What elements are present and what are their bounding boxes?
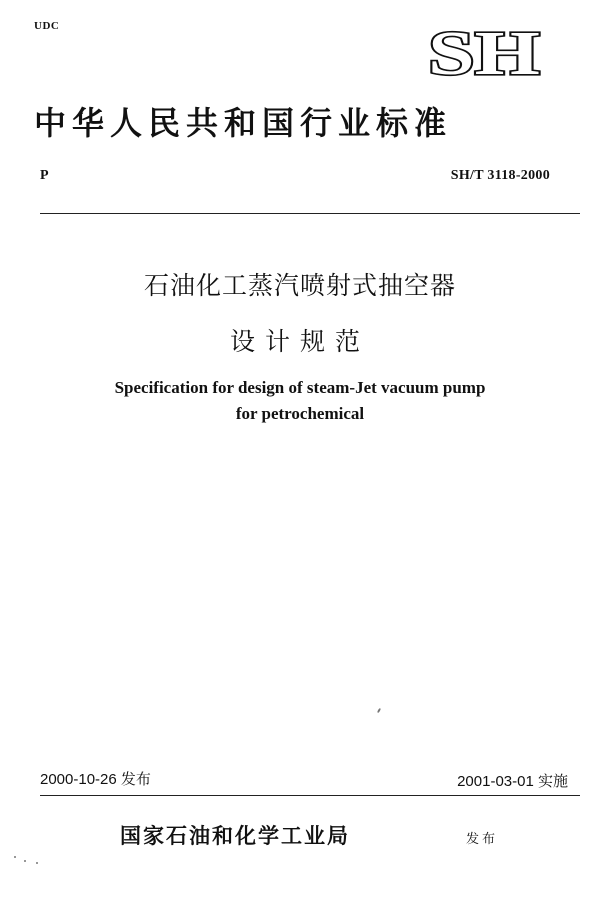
scan-speck bbox=[377, 708, 381, 713]
issuing-authority: 国家石油和化学工业局 bbox=[120, 824, 350, 848]
scan-speck bbox=[36, 862, 38, 864]
issuing-action-label: 发布 bbox=[466, 832, 499, 847]
implementation-date: 2001-03-01 实施 bbox=[457, 773, 568, 790]
header-divider bbox=[40, 213, 580, 214]
chinese-title-line-2: 设计规范 bbox=[229, 327, 370, 356]
udc-label: UDC bbox=[34, 20, 60, 32]
english-title-line-2: for petrochemical bbox=[235, 404, 365, 423]
chinese-title-line-1: 石油化工蒸汽喷射式抽空器 bbox=[143, 271, 456, 300]
classification-code: P bbox=[40, 168, 49, 183]
scan-speck bbox=[14, 856, 16, 858]
english-title-line-1: Specification for design of steam-Jet vacuum pump bbox=[114, 378, 486, 397]
standard-category-title: 中华人民共和国行业标准 bbox=[34, 104, 453, 142]
standard-number: SH/T 3118-2000 bbox=[450, 168, 550, 183]
issue-date: 2000-10-26 发布 bbox=[40, 771, 151, 788]
footer-divider bbox=[40, 795, 580, 796]
scan-speck bbox=[24, 860, 26, 862]
sh-logo-text: SH bbox=[428, 22, 540, 82]
sh-logo bbox=[425, 22, 543, 82]
